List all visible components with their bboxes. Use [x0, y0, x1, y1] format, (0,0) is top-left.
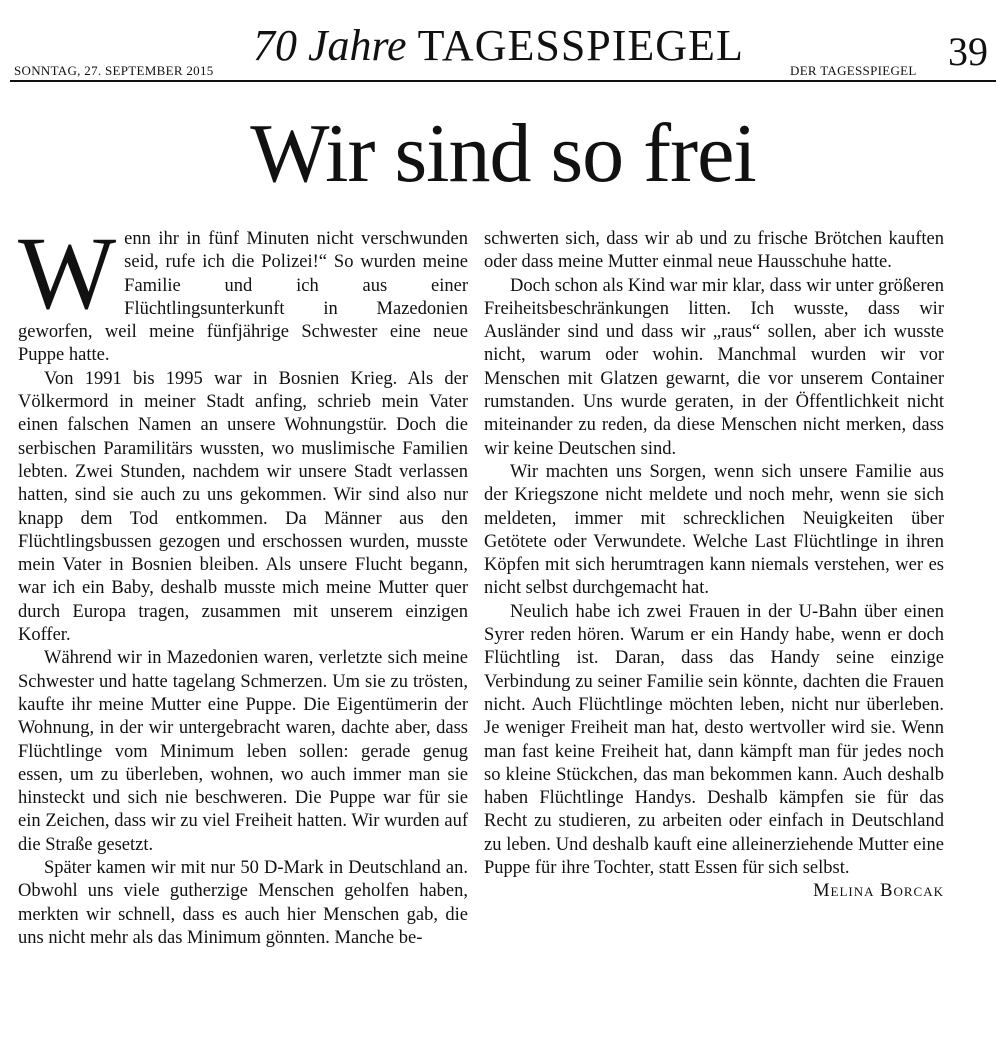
page-number: 39 — [948, 29, 988, 74]
section-title-anniversary: 70 Jahre — [253, 21, 407, 70]
section-title-masthead: TAGESSPIEGEL — [417, 21, 744, 70]
article-paragraph: Von 1991 bis 1995 war in Bosnien Krieg. Als der Völkermord in meiner Stadt anfing, schrieb mein Vater einen falschen Namen an unsere Wohnungstür. Doch die serbischen Paramilitärs wussten, wo muslimische Familien lebten. Zwei Stunden, nachdem wir unsere Stadt verlassen hatten, sind sie auch zu uns gekommen. Wir sind also nur knapp dem Tod entkommen. Da Männer aus den Flüchtlingsbussen gezogen und erschossen wurden, musste mein Vater in Bosnien bleiben. Als unsere Flucht begann, war ich ein Baby, deshalb musste mich meine Mutter quer durch Europa tragen, zusammen mit unserem einzigen Koffer. — [18, 368, 468, 646]
issue-date: SONNTAG, 27. SEPTEMBER 2015 — [14, 63, 214, 78]
header-rule — [10, 80, 996, 82]
article-paragraph — [484, 601, 944, 902]
article-column-left — [18, 216, 468, 950]
section-title — [253, 21, 744, 70]
article-paragraph: Wir machten uns Sorgen, wenn sich unsere Familie aus der Kriegszone nicht meldete und noch mehr, wenn sie sich meldeten, immer mit schrecklichen Neuigkeiten über Getötete oder Verwundete. Welche Last Flüchtlinge in ihren Köpfen mit sich herumtragen kann niemals verstehen, wer es nicht selbst durchgemacht hat. — [484, 461, 944, 599]
paragraph-text: enn ihr in fünf Minuten nicht verschwunden seid, rufe ich die Polizei!“ So wurden meine Familie und ich aus einer Flüchtlingsunterkunft in Mazedonien geworfen, weil meine fünfjährige Schwester eine neue Puppe hatte. — [18, 229, 468, 366]
article-paragraph: Während wir in Mazedonien waren, verletzte sich meine Schwester und hatte tagelang Schmerzen. Um sie zu trösten, kaufte ihr meine Mutter eine Puppe. Die Eigentümerin der Wohnung, in der wir untergebracht waren, dachte aber, dass Flüchtlinge vom Minimum leben sollen: gerade genug essen, um zu überleben, wohnen, wo auch immer man sie hinsteckt und sich nie beschweren. Die Puppe war für sie ein Zeichen, dass wir zu viel Freiheit hatten. Wir wurden auf die Straße gesetzt. — [18, 648, 468, 855]
newspaper-name: DER TAGESSPIEGEL — [790, 63, 917, 78]
author-byline: Melina Borcak — [813, 881, 944, 902]
article-paragraph: schwerten sich, dass wir ab und zu frische Brötchen kauften oder dass meine Mutter einmal neue Hausschuhe hatte. — [484, 229, 944, 273]
drop-cap: W — [18, 216, 117, 331]
article-paragraph: Doch schon als Kind war mir klar, dass wir unter größeren Freiheitsbeschränkungen litten. Ich wusste, dass wir Ausländer sind und dass wir „raus“ sollen, aber ich wusste nicht, warum oder wohin. Manchmal wurden wir vor Menschen mit Glatzen gewarnt, die vor unserem Container rumstanden. Uns wurde geraten, in der Öffentlichkeit nicht miteinander zu reden, da diese Menschen nicht merken, dass wir keine Deutschen sind. — [484, 275, 944, 459]
article-column-right — [484, 228, 944, 904]
article-paragraph — [18, 216, 468, 368]
column-divider — [476, 232, 477, 1012]
article-paragraph: Später kamen wir mit nur 50 D-Mark in Deutschland an. Obwohl uns viele gutherzige Menschen geholfen haben, merkten wir schnell, dass es auch hier Menschen gab, die uns nicht mehr als das Minimum gönnten. Manche be- — [18, 858, 468, 948]
paragraph-text: Neulich habe ich zwei Frauen in der U-Bahn über einen Syrer reden hören. Warum er ein Handy habe, wenn er doch Flüchtling ist. Daran, dass das Handy seine einzige Verbindung zu seiner Familie sein könnte, dachten die Frauen nicht. Auch Flüchtlinge möchten leben, nicht nur überleben. Je weniger Freiheit man hat, desto wertvoller wird sie. Wenn man fast keine Freiheit hat, dann kämpft man für jedes noch so kleine Stückchen, das man bekommen kann. Auch deshalb haben Flüchtlinge Handys. Deshalb kämpfen sie für das Recht zu studieren, zu arbeiten oder einfach in Deutschland zu leben. Und deshalb kauft eine alleinerziehende Mutter eine Puppe für ihre Tochter, statt Essen für sich selbst. — [484, 601, 944, 879]
article-headline: Wir sind so frei — [250, 107, 756, 200]
